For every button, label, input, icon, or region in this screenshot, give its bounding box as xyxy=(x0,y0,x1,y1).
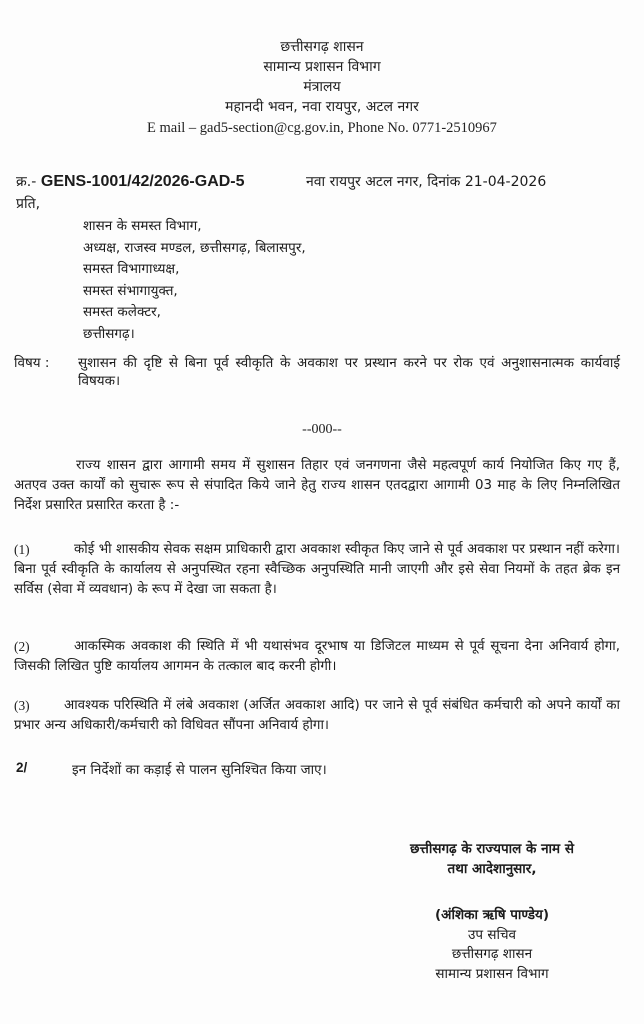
directive-text: आकस्मिक अवकाश की स्थिति में भी यथासंभव दूरभाष या डिजिटल माध्यम से पूर्व सूचना देना अनिवार्य होगा, जिसकी लिखित पुष्टि कार्यालय आगमन के तत्काल बाद करनी होगी। xyxy=(14,639,620,674)
letterhead-govt: छत्तीसगढ़ शासन xyxy=(280,39,364,55)
signatory-department: सामान्य प्रशासन विभाग xyxy=(435,965,549,982)
section-divider: --000-- xyxy=(302,422,342,437)
paragraph-number: 2/ xyxy=(16,760,28,775)
subject-label: विषय : xyxy=(14,355,50,371)
reference-prefix: क्र.- xyxy=(16,174,37,190)
recipient-item: छत्तीसगढ़। xyxy=(83,325,135,342)
subject-block xyxy=(14,354,620,390)
directive-item-2 xyxy=(14,637,620,677)
intro-paragraph: राज्य शासन द्वारा आगामी समय में सुशासन तिहार एवं जनगणना जैसे महत्वपूर्ण कार्य नियोजित किए गए हैं, अतएव उक्त कार्यों को सुचारू रूप से संपादित किये जाने हेतु राज्य शासन एतदद्वारा आगामी 03 माह के लिए निम्नलिखित निर्देश प्रसारित प्रसारित करता है :- xyxy=(14,458,620,513)
reference-line xyxy=(16,172,636,191)
recipient-item: शासन के समस्त विभाग, xyxy=(83,218,202,234)
recipient-item: समस्त कलेक्टर, xyxy=(83,304,161,320)
directive-item-3 xyxy=(14,696,620,736)
reference-number: GENS-1001/42/2026-GAD-5 xyxy=(40,173,245,190)
recipient-item: समस्त विभागाध्यक्ष, xyxy=(83,261,180,277)
place-date: नवा रायपुर अटल नगर, दिनांक 21-04-2026 xyxy=(306,174,547,190)
compliance-text: इन निर्देशों का कड़ाई से पालन सुनिश्चित किया जाए। xyxy=(72,762,327,778)
directive-text: कोई भी शासकीय सेवक सक्षम प्राधिकारी द्वारा अवकाश स्वीकृत किए जाने से पूर्व अवकाश पर प्रस्थान नहीं करेगा। बिना पूर्व स्वीकृति के कार्यालय से अनुपस्थित रहना स्वैच्छिक अनुपस्थिति मानी जाएगी और इसे सेवा नियमों के तहत ब्रेक इन सर्विस (सेवा में व्यवधान) के रूप में देखा जा सकता है। xyxy=(14,542,620,597)
recipient-item: समस्त संभागायुक्त, xyxy=(83,282,178,299)
letterhead-address: महानदी भवन, नवा रायपुर, अटल नगर xyxy=(225,99,419,115)
directive-number: (1) xyxy=(14,542,30,557)
directive-text: आवश्यक परिस्थिति में लंबे अवकाश (अर्जित अवकाश आदि) पर जाने से पूर्व संबंधित कर्मचारी को अपने कार्यों का प्रभार अन्य अधिकारी/कर्मचारी को विधिवत सौंपना अनिवार्य होगा। xyxy=(14,698,620,733)
signature-block xyxy=(340,906,644,984)
letterhead-contact: E mail – gad5-section@cg.gov.in, Phone No. 0771-2510967 xyxy=(147,120,497,136)
directive-item-1 xyxy=(14,540,620,600)
signatory-designation: उप सचिव xyxy=(467,926,517,943)
subject-text: सुशासन की दृष्टि से बिना पूर्व स्वीकृति के अवकाश पर प्रस्थान करने पर रोक एवं अनुशासनात्मक कार्यवाई विषयक। xyxy=(78,355,620,389)
directive-number: (2) xyxy=(14,639,30,654)
letterhead-ministry: मंत्रालय xyxy=(303,79,341,95)
authority-line: छत्तीसगढ़ के राज्यपाल के नाम से xyxy=(410,841,574,857)
signatory-org: छत्तीसगढ़ शासन xyxy=(451,946,533,962)
recipient-item: अध्यक्ष, राजस्व मण्डल, छत्तीसगढ़, बिलासपुर, xyxy=(83,239,306,256)
authority-line: तथा आदेशानुसार, xyxy=(447,861,537,877)
addressee-label: प्रति, xyxy=(16,196,41,212)
letterhead-department: सामान्य प्रशासन विभाग xyxy=(263,59,381,75)
directive-number: (3) xyxy=(14,698,30,713)
compliance-paragraph xyxy=(16,760,327,778)
signature-authority xyxy=(340,839,644,879)
recipient-list xyxy=(83,216,306,345)
signatory-name: (अंशिका ऋषि पाण्डेय) xyxy=(434,907,550,923)
